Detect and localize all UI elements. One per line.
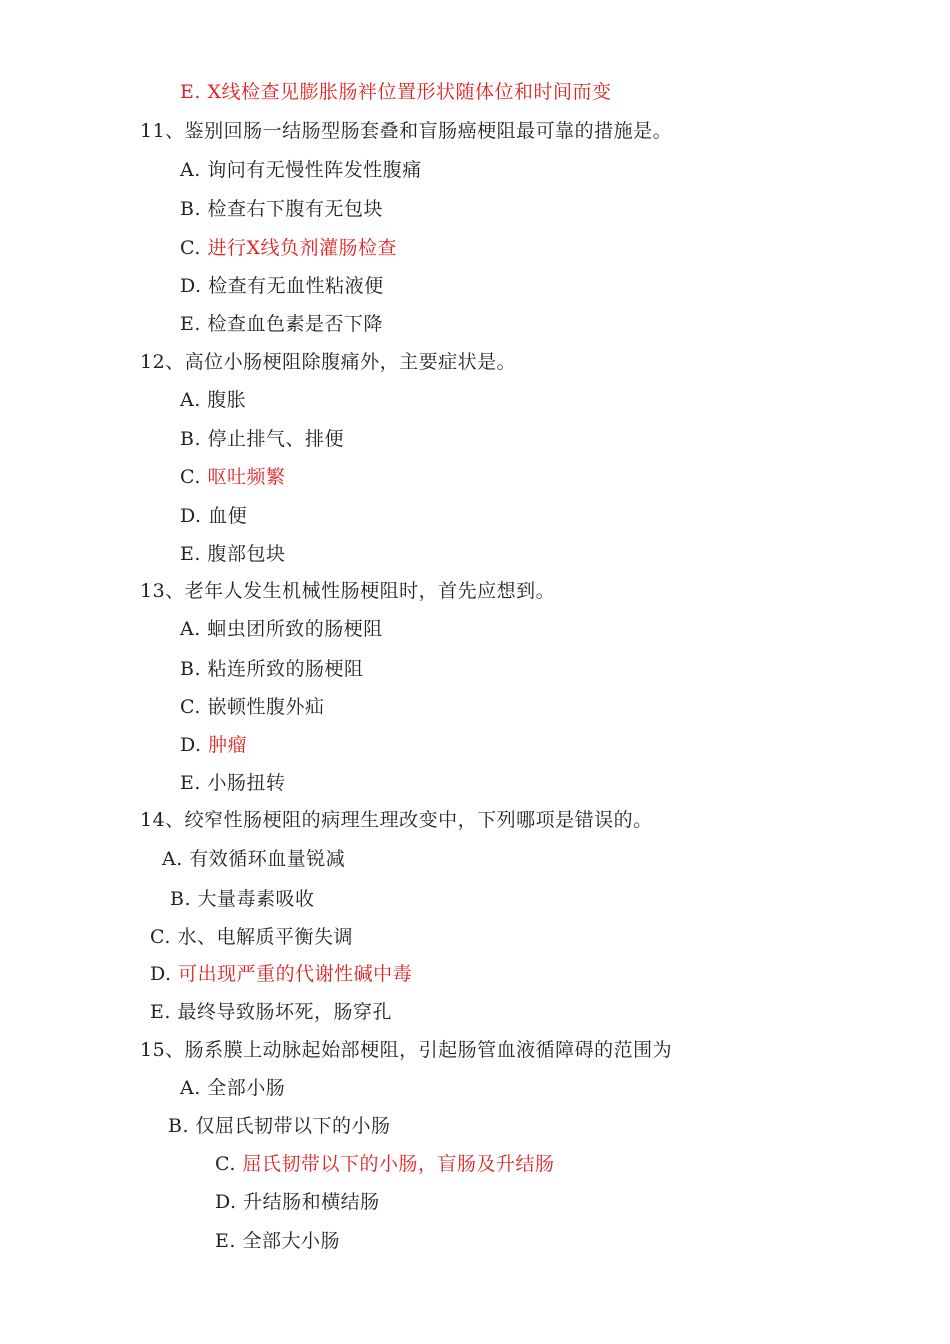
option-letter: D.	[150, 963, 179, 985]
question-11: 11、鉴别回肠一结肠型肠套叠和盲肠癌梗阻最可靠的措施是。	[140, 120, 673, 142]
option-a-q13: A. 蛔虫团所致的肠梗阻	[180, 618, 383, 640]
option-d-q11: D. 检查有无血性粘液便	[180, 275, 384, 297]
correct-answer-text: 肿瘤	[208, 734, 248, 756]
option-a-q11: A. 询问有无慢性阵发性腹痛	[180, 159, 422, 181]
option-b-q12: B. 停止排气、排便	[180, 428, 345, 450]
option-a-q15: A. 全部小肠	[180, 1077, 286, 1099]
option-d-q13	[180, 733, 247, 757]
option-a-q14: A. 有效循环血量锐减	[162, 848, 346, 870]
correct-answer-text: 呕吐频繁	[207, 466, 286, 488]
correct-answer-text: 屈氏韧带以下的小肠，盲肠及升结肠	[242, 1153, 555, 1175]
option-e-q13: E. 小肠扭转	[180, 772, 286, 794]
correct-answer-text: 进行X线负剂灌肠检查	[207, 237, 397, 259]
option-e-q15: E. 全部大小肠	[215, 1230, 340, 1252]
option-a-q12: A. 腹胀	[180, 389, 247, 411]
option-c-q14: C. 水、电解质平衡失调	[150, 926, 353, 948]
option-b-q11: B. 检查右下腹有无包块	[180, 198, 384, 220]
option-b-q13: B. 粘连所致的肠梗阻	[180, 658, 364, 680]
option-letter: C.	[180, 466, 208, 488]
question-12: 12、高位小肠梗阻除腹痛外，主要症状是。	[140, 351, 517, 373]
option-e-q11: E. 检查血色素是否下降	[180, 313, 383, 335]
option-c-q13: C. 嵌顿性腹外疝	[180, 696, 325, 718]
option-letter: C.	[215, 1153, 243, 1175]
option-letter: D.	[180, 734, 209, 756]
option-c-q15	[215, 1152, 554, 1176]
option-d-q15: D. 升结肠和横结肠	[215, 1191, 380, 1213]
question-15: 15、肠系膜上动脉起始部梗阻，引起肠管血液循障碍的范围为	[140, 1039, 673, 1061]
question-14: 14、绞窄性肠梗阻的病理生理改变中，下列哪项是错误的。	[140, 809, 653, 831]
option-e-q14: E. 最终导致肠坏死，肠穿孔	[150, 1001, 392, 1023]
option-d-q14	[150, 962, 412, 986]
option-e-q10: E. X线检查见膨胀肠袢位置形状随体位和时间而变	[180, 81, 612, 103]
option-d-q12: D. 血便	[180, 505, 248, 527]
correct-answer-text: 可出现严重的代谢性碱中毒	[178, 963, 413, 985]
option-b-q15: B. 仅屈氏韧带以下的小肠	[168, 1115, 391, 1137]
option-letter: C.	[180, 237, 208, 259]
option-b-q14: B. 大量毒素吸收	[170, 888, 315, 910]
option-e-q12: E. 腹部包块	[180, 543, 286, 565]
question-13: 13、老年人发生机械性肠梗阻时，首先应想到。	[140, 580, 556, 602]
option-c-q12	[180, 465, 285, 489]
option-c-q11	[180, 236, 397, 260]
